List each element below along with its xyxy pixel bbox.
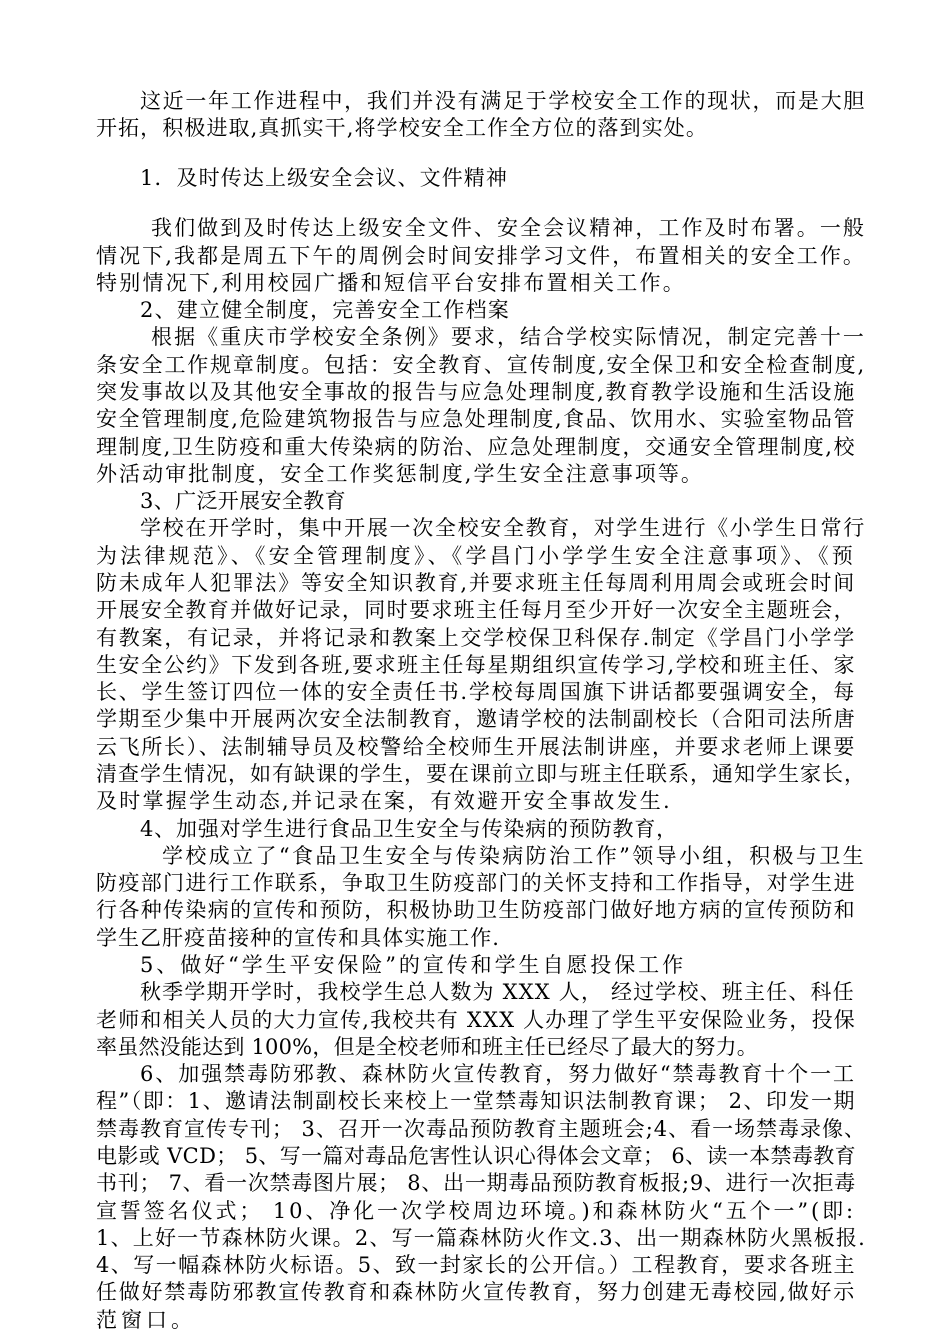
text-line: 外活动审批制度，安全工作奖惩制度,学生安全注意事项等。 [96, 461, 704, 486]
text-line: 范窗口。 [96, 1307, 196, 1332]
text-line: 防疫部门进行工作联系，争取卫生防疫部门的关怀支持和工作指导，对学生进 [96, 871, 856, 896]
text-line: 根据《重庆市学校安全条例》要求，结合学校实际情况，制定完善十一 [151, 325, 866, 350]
text-line: 任做好禁毒防邪教宣传教育和森林防火宣传教育，努力创建无毒校园,做好示 [96, 1280, 856, 1305]
text-line: 情况下,我都是周五下午的周例会时间安排学习文件，布置相关的安全工作。 [96, 243, 866, 268]
text-line: 突发事故以及其他安全事故的报告与应急处理制度,教育教学设施和生活设施 [96, 380, 856, 405]
section-heading: 5、做好“学生平安保险”的宣传和学生自愿投保工作 [140, 953, 686, 977]
text-line: 秋季学期开学时，我校学生总人数为 XXX 人， 经过学校、班主任、科任 [140, 980, 855, 1005]
text-line: 长、学生签订四位一体的安全责任书.学校每周国旗下讲话都要强调安全，每 [96, 680, 856, 705]
text-line: 电影或 VCD； 5、写一篇对毒品危害性认识心得体会文章； 6、读一本禁毒教育 [96, 1144, 856, 1168]
text-line: 安全管理制度,危险建筑物报告与应急处理制度,食品、饮用水、实验室物品管 [96, 407, 856, 432]
section-heading: 4、加强对学生进行食品卫生安全与传染病的预防教育， [140, 816, 678, 841]
section-heading: 3、广泛开展安全教育 [140, 489, 346, 514]
text-line: 生安全公约》下发到各班,要求班主任每星期组织宣传学习,学校和班主任、家 [96, 652, 856, 677]
text-line: 1、上好一节森林防火课。2、写一篇森林防火作文.3、出一期森林防火黑板报. [96, 1225, 866, 1250]
text-line: 清查学生情况，如有缺课的学生，要在课前立即与班主任联系，通知学生家长， [96, 762, 866, 787]
text-line: 学生乙肝疫苗接种的宣传和具体实施工作. [96, 925, 500, 950]
text-line: 书刊； 7、看一次禁毒图片展； 8、出一期毒品预防教育板报;9、进行一次拒毒 [96, 1171, 856, 1196]
text-line: 条安全工作规章制度。包括：安全教育、宣传制度,安全保卫和安全检查制度, [96, 352, 866, 377]
text-line: 行各种传染病的宣传和预防，积极协助卫生防疫部门做好地方病的宣传预防和 [96, 898, 856, 923]
text-line: 有教案，有记录，并将记录和教案上交学校保卫科保存.制定《学昌门小学学 [96, 625, 856, 650]
text-line: 这近一年工作进程中，我们并没有满足于学校安全工作的现状，而是大胆 [140, 89, 866, 113]
text-line: 学校在开学时，集中开展一次全校安全教育，对学生进行《小学生日常行 [140, 516, 866, 541]
section-heading: 1．及时传达上级安全会议、文件精神 [140, 166, 508, 191]
text-line: 及时掌握学生动态,并记录在案，有效避开安全事故发生. [96, 789, 672, 814]
text-line: 开拓，积极进取,真抓实干,将学校安全工作全方位的落到实处。 [96, 116, 708, 141]
text-line: 云飞所长）、法制辅导员及校警给全校师生开展法制讲座，并要求老师上课要 [96, 734, 856, 759]
text-line: 开展安全教育并做好记录，同时要求班主任每月至少开好一次安全主题班会， [96, 598, 856, 623]
text-line: 4、写一幅森林防火标语。5、致一封家长的公开信。）工程教育，要求各班主 [96, 1253, 856, 1278]
text-line: 学期至少集中开展两次安全法制教育，邀请学校的法制副校长（合阳司法所唐 [96, 707, 856, 732]
text-line: 程”（即：1、邀请法制副校长来校上一堂禁毒知识法制教育课； 2、印发一期 [96, 1089, 856, 1114]
text-line: 宣誓签名仪式； 10、净化一次学校周边环境。)和森林防火“五个一”(即: [96, 1198, 856, 1223]
text-line: 率虽然没能达到 100%，但是全校老师和班主任已经尽了最大的努力。 [96, 1034, 758, 1059]
text-line: 禁毒教育宣传专刊； 3、召开一次毒品预防教育主题班会;4、看一场禁毒录像、 [96, 1116, 866, 1141]
text-line: 特别情况下,利用校园广播和短信平台安排布置相关工作。 [96, 270, 686, 295]
text-line: 我们做到及时传达上级安全文件、安全会议精神，工作及时布署。一般 [151, 216, 866, 241]
section-heading: 6、加强禁毒防邪教、森林防火宣传教育，努力做好“禁毒教育十个一工 [140, 1062, 856, 1087]
text-line: 防未成年人犯罪法》等安全知识教育,并要求班主任每周利用周会或班会时间 [96, 571, 856, 596]
text-line: 理制度,卫生防疫和重大传染病的防治、应急处理制度，交通安全管理制度,校 [96, 434, 856, 459]
text-line: 学校成立了“食品卫生安全与传染病防治工作”领导小组，积极与卫生 [162, 843, 866, 868]
text-line: 为法律规范》、《安全管理制度》、《学昌门小学学生安全注意事项》、《预 [96, 543, 856, 568]
section-heading: 2、建立健全制度，完善安全工作档案 [140, 298, 510, 323]
text-line: 老师和相关人员的大力宣传,我校共有 XXX 人办理了学生平安保险业务，投保 [96, 1007, 856, 1032]
